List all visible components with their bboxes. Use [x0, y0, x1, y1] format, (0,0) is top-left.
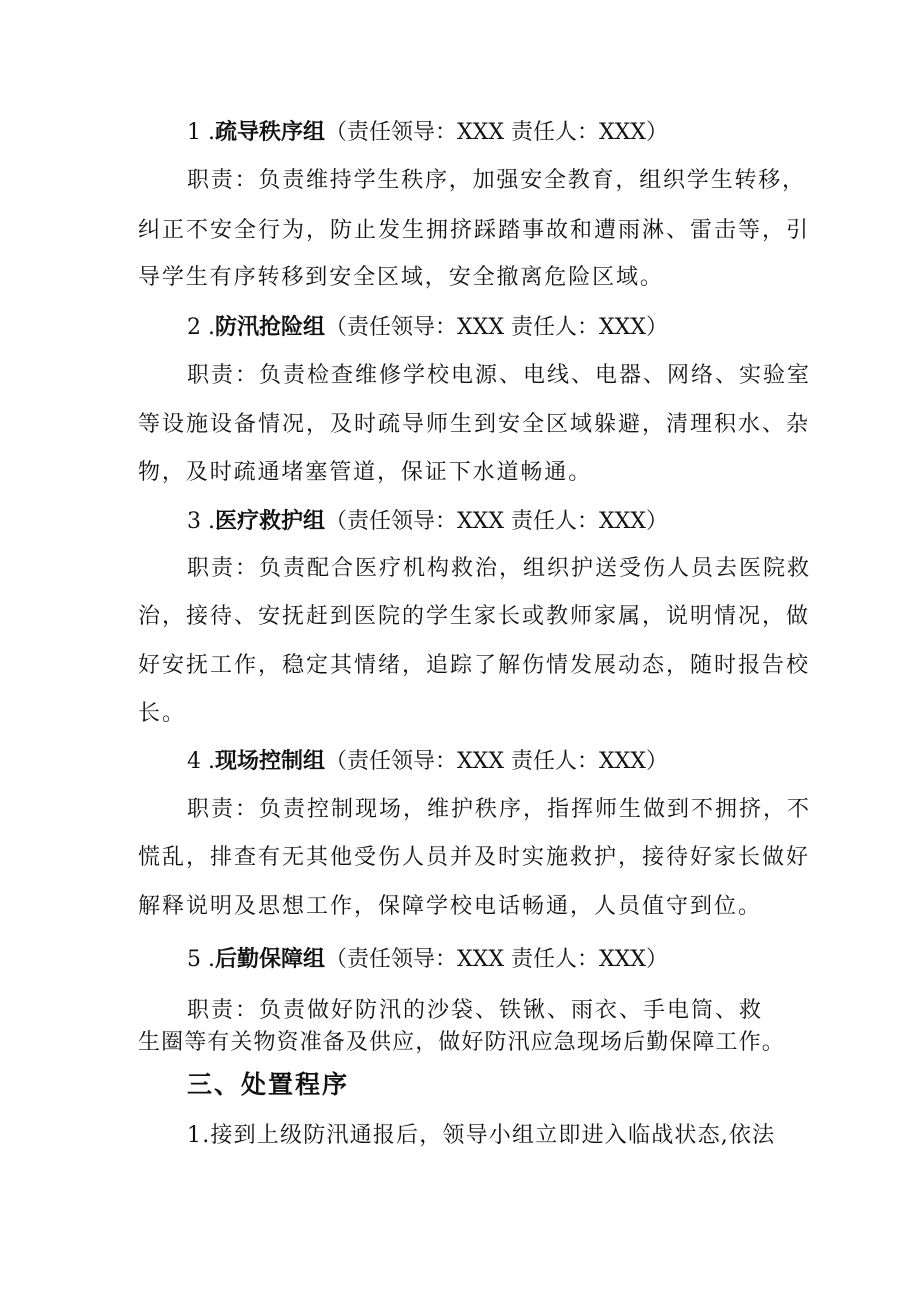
group-2-heading	[187, 312, 668, 343]
section-heading: 三、处置程序	[187, 1070, 350, 1099]
group-responsibility-note: （责任领导：XXX 责任人：XXX）	[325, 315, 668, 340]
group-4-duty-line-3: 解释说明及思想工作，保障学校电话畅通，人员值守到位。	[138, 894, 763, 919]
group-2-duty-line-1: 职责：负责检查维修学校电源、电线、电器、网络、实验室	[187, 363, 812, 388]
group-1-duty-line-1: 职责：负责维持学生秩序，加强安全教育，组织学生转移，	[187, 168, 806, 193]
group-5-heading	[187, 944, 668, 975]
group-title: 防汛抢险组	[214, 314, 325, 340]
group-2-duty-line-3: 物，及时疏通堵塞管道，保证下水道畅通。	[138, 460, 593, 485]
group-5-duty-line-1: 职责：负责做好防汛的沙袋、铁锹、雨衣、手电筒、救	[187, 998, 764, 1023]
group-4-duty-line-1: 职责：负责控制现场，维护秩序，指挥师生做到不拥挤，不	[187, 797, 812, 822]
group-3-duty-line-2: 治，接待、安抚赶到医院的学生家长或教师家属，说明情况，做	[138, 604, 811, 629]
group-title: 医疗救护组	[214, 508, 325, 534]
group-responsibility-note: （责任领导：XXX 责任人：XXX）	[325, 509, 668, 534]
group-1-duty-line-2: 纠正不安全行为，防止发生拥挤踩踏事故和遭雨淋、雷击等，引	[138, 218, 811, 243]
group-number: 3 .	[187, 509, 215, 534]
group-3-heading	[187, 506, 668, 537]
group-5-duty-line-2: 生圈等有关物资准备及供应，做好防汛应急现场后勤保障工作。	[138, 1030, 785, 1055]
group-3-duty-line-3: 好安抚工作，稳定其情绪，追踪了解伤情发展动态，随时报告校	[138, 653, 811, 678]
group-title: 后勤保障组	[214, 946, 325, 972]
group-title: 疏导秩序组	[214, 119, 325, 145]
group-3-duty-line-4: 长。	[138, 701, 187, 726]
group-number: 4 .	[187, 749, 215, 774]
group-1-duty-line-3: 导学生有序转移到安全区域，安全撤离危险区域。	[138, 265, 664, 290]
group-number: 5 .	[187, 947, 215, 972]
group-2-duty-line-2: 等设施设备情况，及时疏导师生到安全区域躲避，清理积水、杂	[138, 412, 811, 437]
group-3-duty-line-1: 职责：负责配合医疗机构救治，组织护送受伤人员去医院救	[187, 556, 812, 581]
group-responsibility-note: （责任领导：XXX 责任人：XXX）	[325, 120, 668, 145]
group-number: 1 .	[187, 120, 215, 145]
group-responsibility-note: （责任领导：XXX 责任人：XXX）	[325, 749, 668, 774]
group-responsibility-note: （责任领导：XXX 责任人：XXX）	[325, 947, 668, 972]
group-number: 2 .	[187, 315, 215, 340]
group-title: 现场控制组	[214, 748, 325, 774]
group-1-heading	[187, 117, 668, 148]
section-3-line-1: 1.接到上级防汛通报后，领导小组立即进入临战状态,依法	[187, 1123, 776, 1148]
group-4-heading	[187, 746, 668, 777]
group-4-duty-line-2: 慌乱，排查有无其他受伤人员并及时实施救护，接待好家长做好	[138, 845, 811, 870]
